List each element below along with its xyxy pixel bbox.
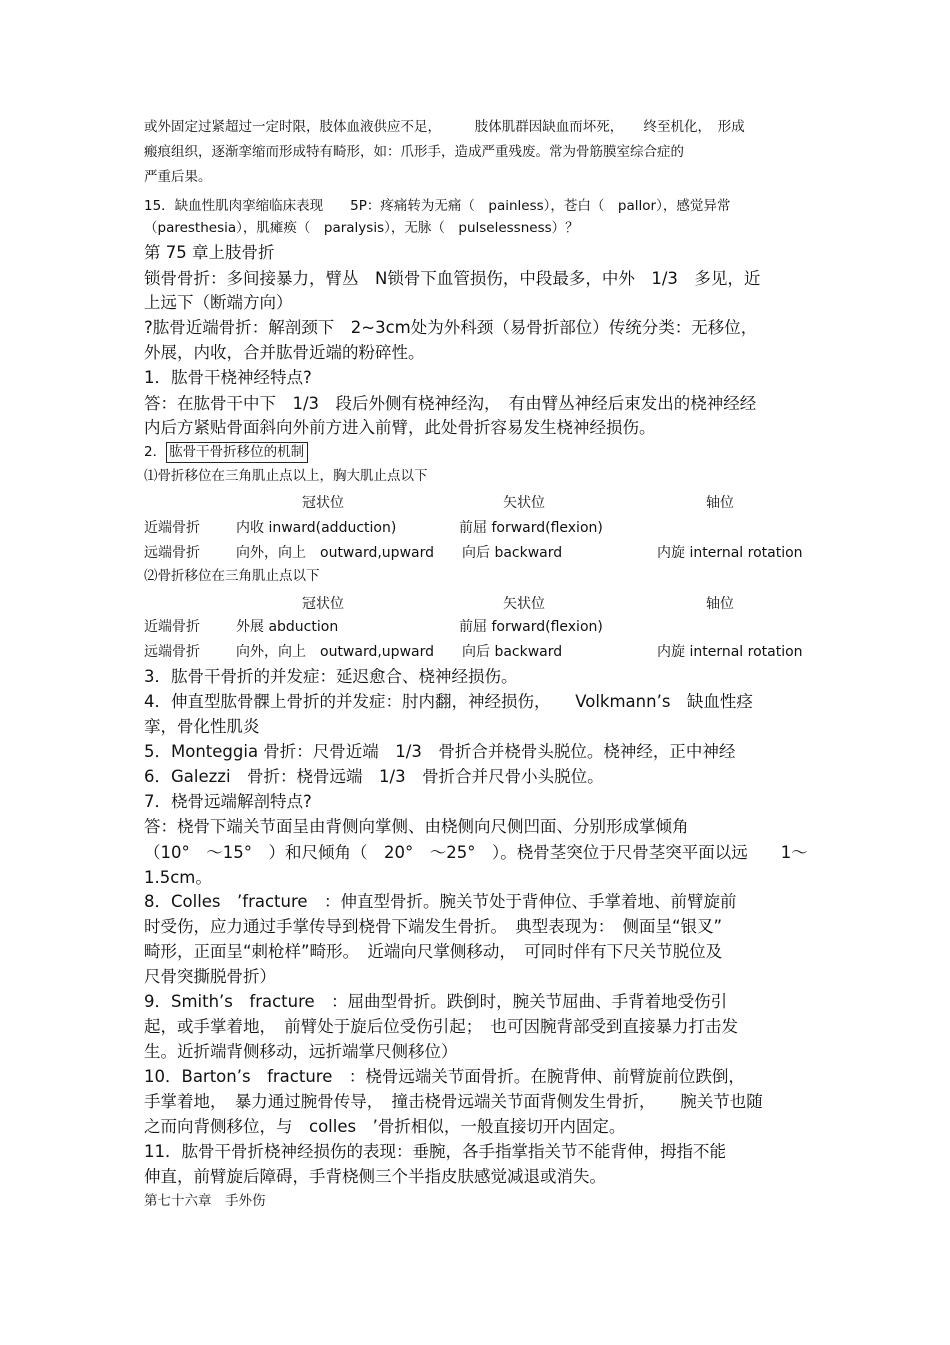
cell-axial: 内旋 internal rotation <box>657 545 803 561</box>
paragraph-line: 9．Smith’s fracture ：屈曲型骨折。跌倒时，腕关节屈曲、手背着地受伤引 <box>144 992 728 1011</box>
row-label: 近端骨折 <box>144 520 200 536</box>
cell-sagittal: 向后 backward <box>462 545 563 561</box>
paragraph-line: 4．伸直型肱骨髁上骨折的并发症：肘内翻，神经损伤， Volkmann’s 缺血性痉 <box>144 692 753 711</box>
cell-sagittal: 向后 backward <box>462 644 563 660</box>
paragraph-line: ?肱骨近端骨折：解剖颈下 2~3cm处为外科颈（易骨折部位）传统分类：无移位， <box>144 318 758 337</box>
cell-axial: 内旋 internal rotation <box>657 644 803 660</box>
cell-coronal: 向外，向上 outward,upward <box>236 644 434 660</box>
paragraph-line: 11．肱骨干骨折桡神经损伤的表现：垂腕，各手指掌指关节不能背伸，拇指不能 <box>144 1142 726 1161</box>
paragraph-line: 之而向背侧移位，与 colles ’骨折相似，一般直接切开内固定。 <box>144 1117 626 1136</box>
paragraph-line: 1.5cm。 <box>144 868 212 887</box>
row-label: 远端骨折 <box>144 644 200 660</box>
question-number: 2． <box>144 444 167 460</box>
paragraph-line: 伸直，前臂旋后障碍，手背桡侧三个半指皮肤感觉减退或消失。 <box>144 1167 606 1186</box>
table-header-coronal: 冠状位 <box>302 596 344 612</box>
paragraph-line: 8．Colles ’fracture ：伸直型骨折。腕关节处于背伸位、手掌着地、前臂旋前 <box>144 892 737 911</box>
paragraph-line: （10° ～15° ）和尺倾角（ 20° ～25° ）。桡骨茎突位于尺骨茎突平面以远 1～ <box>144 843 808 862</box>
paragraph-line: 瘢痕组织，逐渐挛缩而形成特有畸形，如：爪形手，造成严重残废。常为骨筋膜室综合症的 <box>144 144 684 160</box>
row-label: 远端骨折 <box>144 545 200 561</box>
case-title: ⑴骨折移位在三角肌止点以上，胸大肌止点以下 <box>144 468 428 484</box>
paragraph-line: （paresthesia），肌瘫痪（ paralysis），无脉（ pulselessness）？ <box>144 220 579 236</box>
question-line: 1．肱骨干桡神经特点? <box>144 368 312 387</box>
paragraph-line: 时受伤，应力通过手掌传导到桡骨下端发生骨折。 典型表现为： 侧面呈“银叉” <box>144 917 723 936</box>
row-label: 近端骨折 <box>144 619 200 635</box>
table-header-axial: 轴位 <box>706 495 734 511</box>
paragraph-line: 尺骨突撕脱骨折） <box>144 967 276 986</box>
table-header-sagittal: 矢状位 <box>503 596 545 612</box>
case-title: ⑵骨折移位在三角肌止点以下 <box>144 568 320 584</box>
paragraph-line: 挛，骨化性肌炎 <box>144 717 260 736</box>
table-header-sagittal: 矢状位 <box>503 495 545 511</box>
paragraph-line: 外展，内收，合并肱骨近端的粉碎性。 <box>144 343 425 362</box>
paragraph-line: 答：桡骨下端关节面呈由背侧向掌侧、由桡侧向尺侧凹面、分别形成掌倾角 <box>144 817 689 836</box>
paragraph-line: 起，或手掌着地， 前臂处于旋后位受伤引起； 也可因腕背部受到直接暴力打击发 <box>144 1017 738 1036</box>
cell-sagittal: 前屈 forward(flexion) <box>459 619 603 635</box>
paragraph-line: 锁骨骨折：多间接暴力，臂丛 N锁骨下血管损伤，中段最多，中外 1/3 多见，近 <box>144 269 761 288</box>
paragraph-line: 内后方紧贴骨面斜向外前方进入前臂，此处骨折容易发生桡神经损伤。 <box>144 418 656 437</box>
cell-coronal: 外展 abduction <box>236 619 339 635</box>
paragraph-line: 严重后果。 <box>144 169 212 185</box>
cell-coronal: 向外，向上 outward,upward <box>236 545 434 561</box>
paragraph-line: 上远下（断端方向） <box>144 293 293 312</box>
paragraph-line: 10．Barton’s fracture ：桡骨远端关节面骨折。在腕背伸、前臂旋前位跌倒， <box>144 1067 745 1086</box>
cell-sagittal: 前屈 forward(flexion) <box>459 520 603 536</box>
paragraph-line: 答：在肱骨干中下 1/3 段后外侧有桡神经沟， 有由臂丛神经后束发出的桡神经经 <box>144 394 757 413</box>
paragraph-line: 6．Galezzi 骨折：桡骨远端 1/3 骨折合并尺骨小头脱位。 <box>144 767 604 786</box>
paragraph-line: 15．缺血性肌肉挛缩临床表现 5P：疼痛转为无痛（ painless），苍白（ pallor），感觉异常 <box>144 198 731 214</box>
question-line <box>144 446 308 460</box>
paragraph-line: 7．桡骨远端解剖特点? <box>144 792 312 811</box>
table-header-coronal: 冠状位 <box>302 495 344 511</box>
paragraph-line: 3．肱骨干骨折的并发症：延迟愈合、桡神经损伤。 <box>144 667 518 686</box>
table-header-axial: 轴位 <box>706 596 734 612</box>
paragraph-line: 或外固定过紧超过一定时限，肢体血液供应不足， 肢体肌群因缺血而坏死， 终至机化， 形成 <box>144 119 745 135</box>
paragraph-line: 5．Monteggia 骨折：尺骨近端 1/3 骨折合并桡骨头脱位。桡神经，正中神经 <box>144 742 736 761</box>
chapter-heading: 第 75 章上肢骨折 <box>144 243 275 262</box>
paragraph-line: 生。近折端背侧移动，远折端掌尺侧移位） <box>144 1042 458 1061</box>
cell-coronal: 内收 inward(adduction) <box>236 520 397 536</box>
paragraph-line: 畸形，正面呈“刺枪样”畸形。 近端向尺掌侧移动， 可同时伴有下尺关节脱位及 <box>144 942 723 961</box>
chapter-heading: 第七十六章 手外伤 <box>144 1193 266 1209</box>
boxed-title: 肱骨干骨折移位的机制 <box>166 442 308 463</box>
paragraph-line: 手掌着地， 暴力通过腕骨传导， 撞击桡骨远端关节面背侧发生骨折， 腕关节也随 <box>144 1092 763 1111</box>
